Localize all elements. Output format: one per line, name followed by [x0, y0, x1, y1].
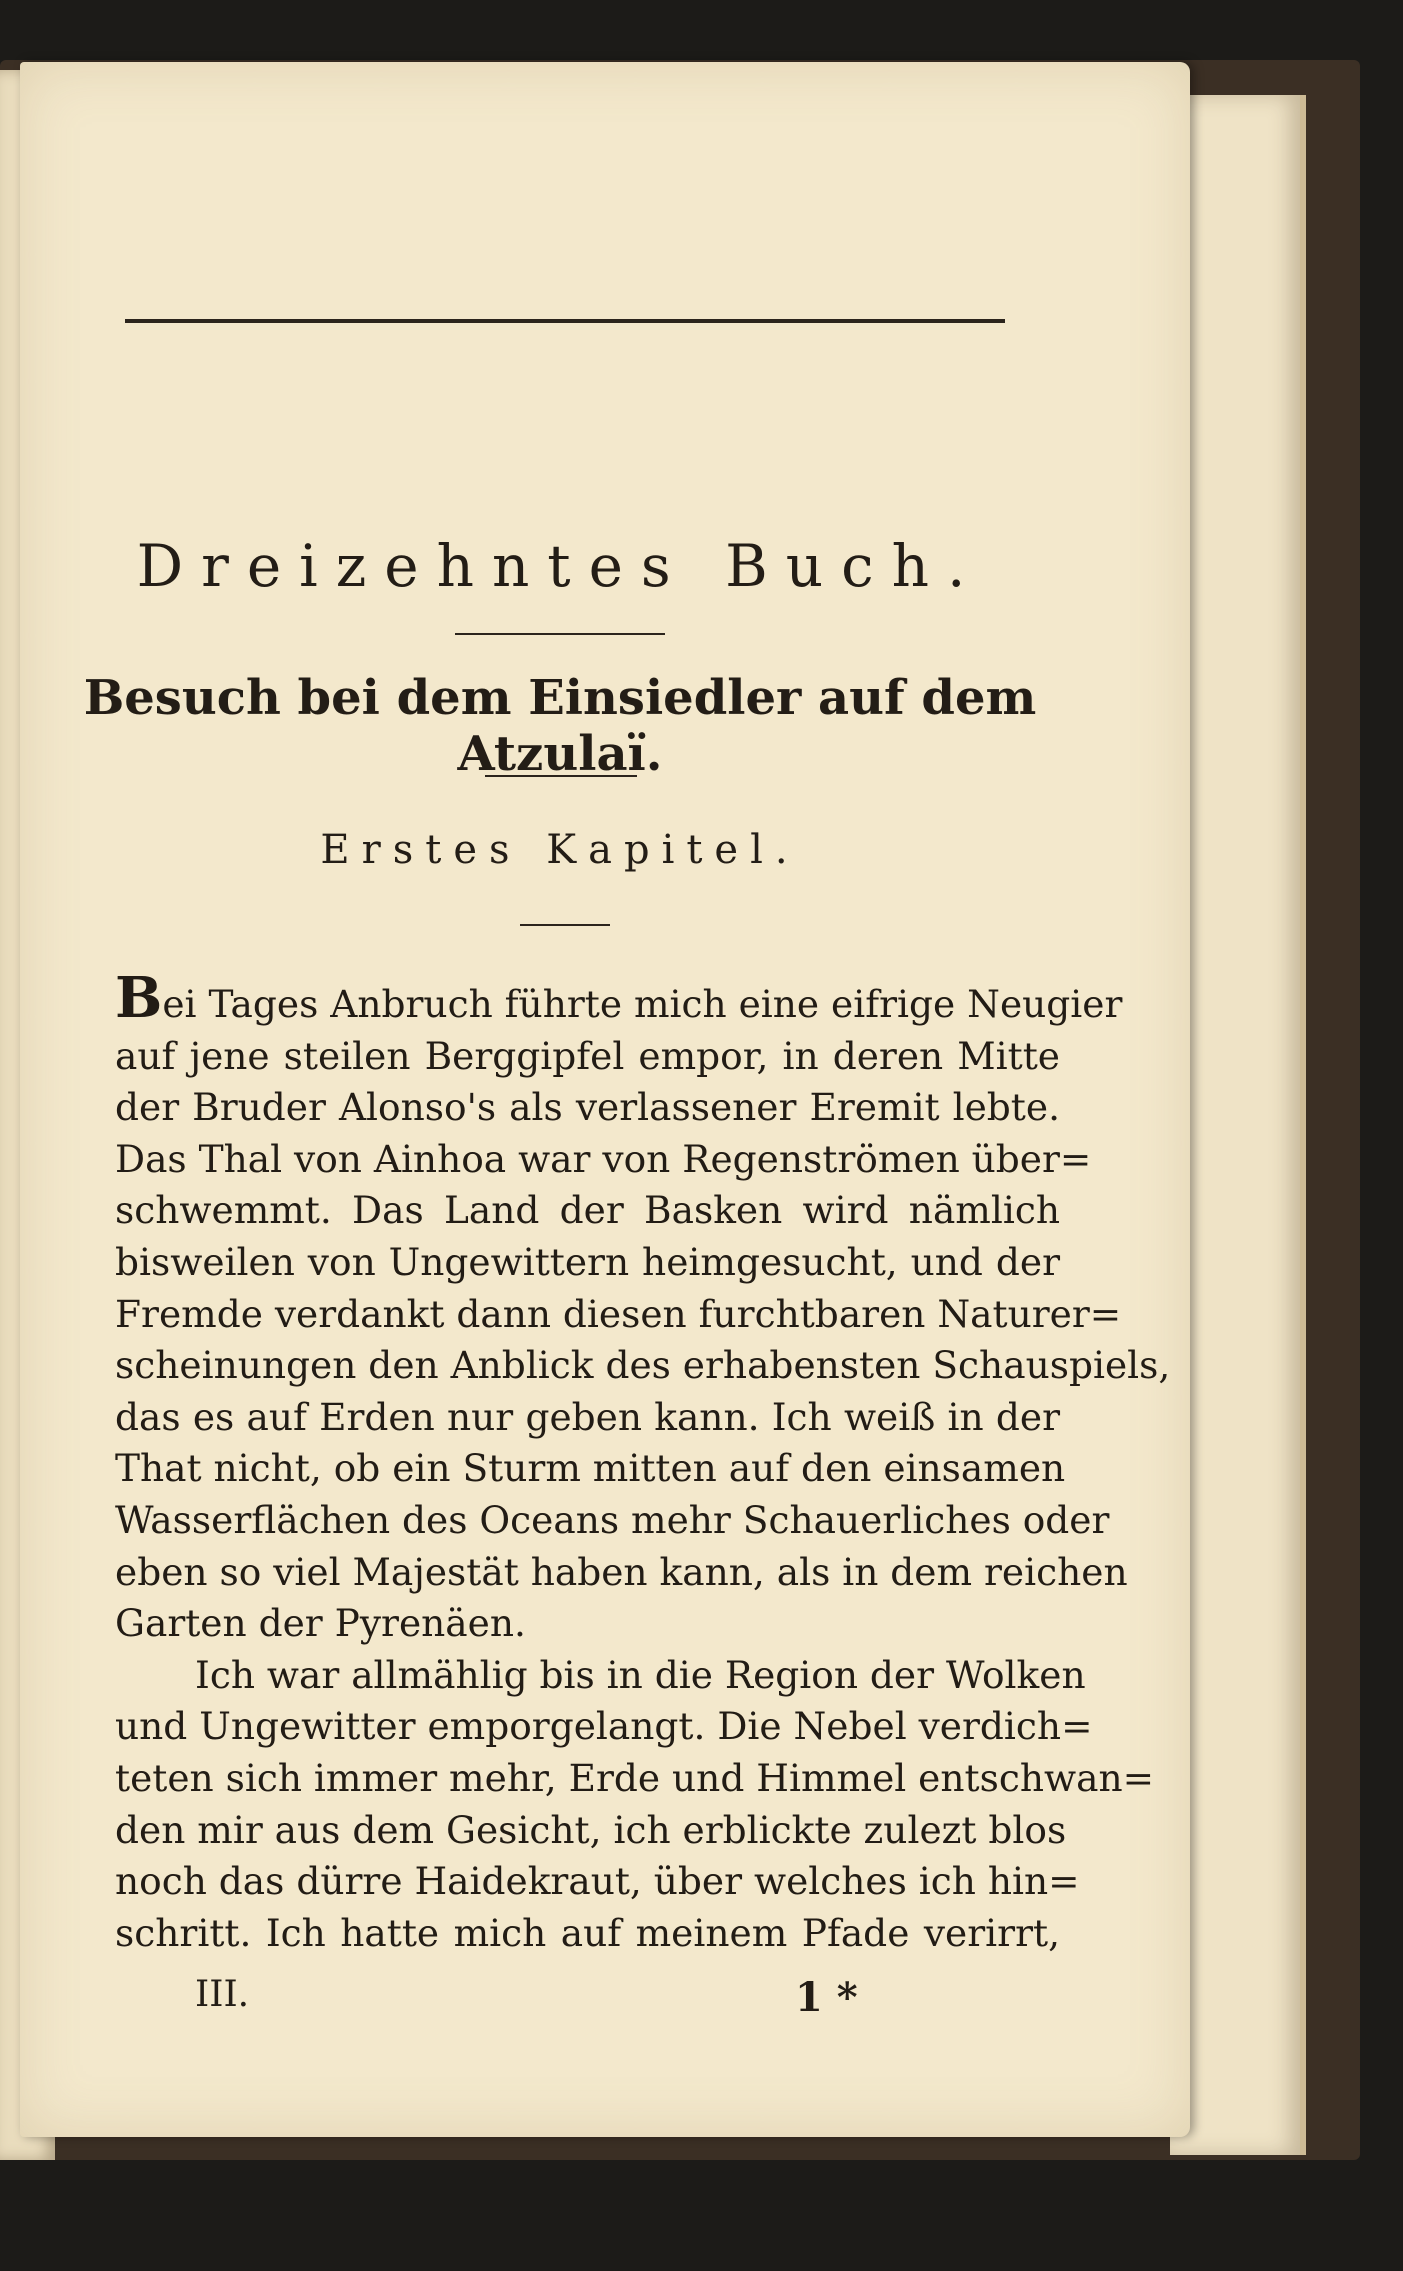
- text-line: noch das dürre Haidekraut, über welches ich hin=: [115, 1859, 1080, 1904]
- text-line: und Ungewitter emporgelangt. Die Nebel verdich=: [115, 1704, 1093, 1749]
- text-line: Bei Tages Anbruch führte mich eine eifrige Neugier: [115, 965, 1123, 1031]
- text-line: Wasserflächen des Oceans mehr Schauerliches oder: [115, 1497, 1110, 1542]
- chapter-number: Erstes Kapitel.: [320, 827, 800, 873]
- title-divider: [455, 633, 665, 635]
- chapter-divider: [485, 775, 637, 777]
- text-line: Fremde verdankt dann diesen furchtbaren Naturer=: [115, 1291, 1122, 1336]
- drop-cap: B: [115, 965, 163, 1031]
- text-line: Das Thal von Ainhoa war von Regenströmen über=: [115, 1136, 1092, 1181]
- text-line: schwemmt. Das Land der Basken wird nämlich: [115, 1188, 1060, 1233]
- book-page: [20, 62, 1190, 2137]
- text-line: das es auf Erden nur geben kann. Ich weiß in der: [115, 1394, 1060, 1439]
- text-line: Garten der Pyrenäen.: [115, 1601, 526, 1646]
- text-line: eben so viel Majestät haben kann, als in dem reichen: [115, 1549, 1128, 1594]
- body-text: [115, 965, 1171, 1959]
- book-title: Dreizehntes Buch.: [136, 532, 984, 600]
- chapter-title: Besuch bei dem Einsiedler auf dem Atzulaï.: [83, 670, 1037, 782]
- text-line: That nicht, ob ein Sturm mitten auf den einsamen: [115, 1446, 1066, 1491]
- text-divider: [520, 924, 610, 926]
- text-line: bisweilen von Ungewittern heimgesucht, und der: [115, 1239, 1060, 1284]
- text-line: Ich war allmählig bis in die Region der Wolken: [195, 1652, 1086, 1697]
- text-line: schritt. Ich hatte mich auf meinem Pfade verirrt,: [115, 1910, 1060, 1955]
- text-line: scheinungen den Anblick des erhabensten Schauspiels,: [115, 1343, 1171, 1388]
- text-line: teten sich immer mehr, Erde und Himmel entschwan=: [115, 1755, 1155, 1800]
- text-line: den mir aus dem Gesicht, ich erblickte zulezt blos: [115, 1807, 1067, 1852]
- signature-mark: III.: [195, 1974, 250, 2015]
- text-line: auf jene steilen Berggipfel empor, in deren Mitte: [115, 1033, 1060, 1078]
- header-rule: [125, 319, 1005, 323]
- following-page-edge: [1170, 95, 1306, 2155]
- page-number: 1 *: [795, 1974, 858, 2021]
- text-line: der Bruder Alonso's als verlassener Eremit lebte.: [115, 1085, 1060, 1130]
